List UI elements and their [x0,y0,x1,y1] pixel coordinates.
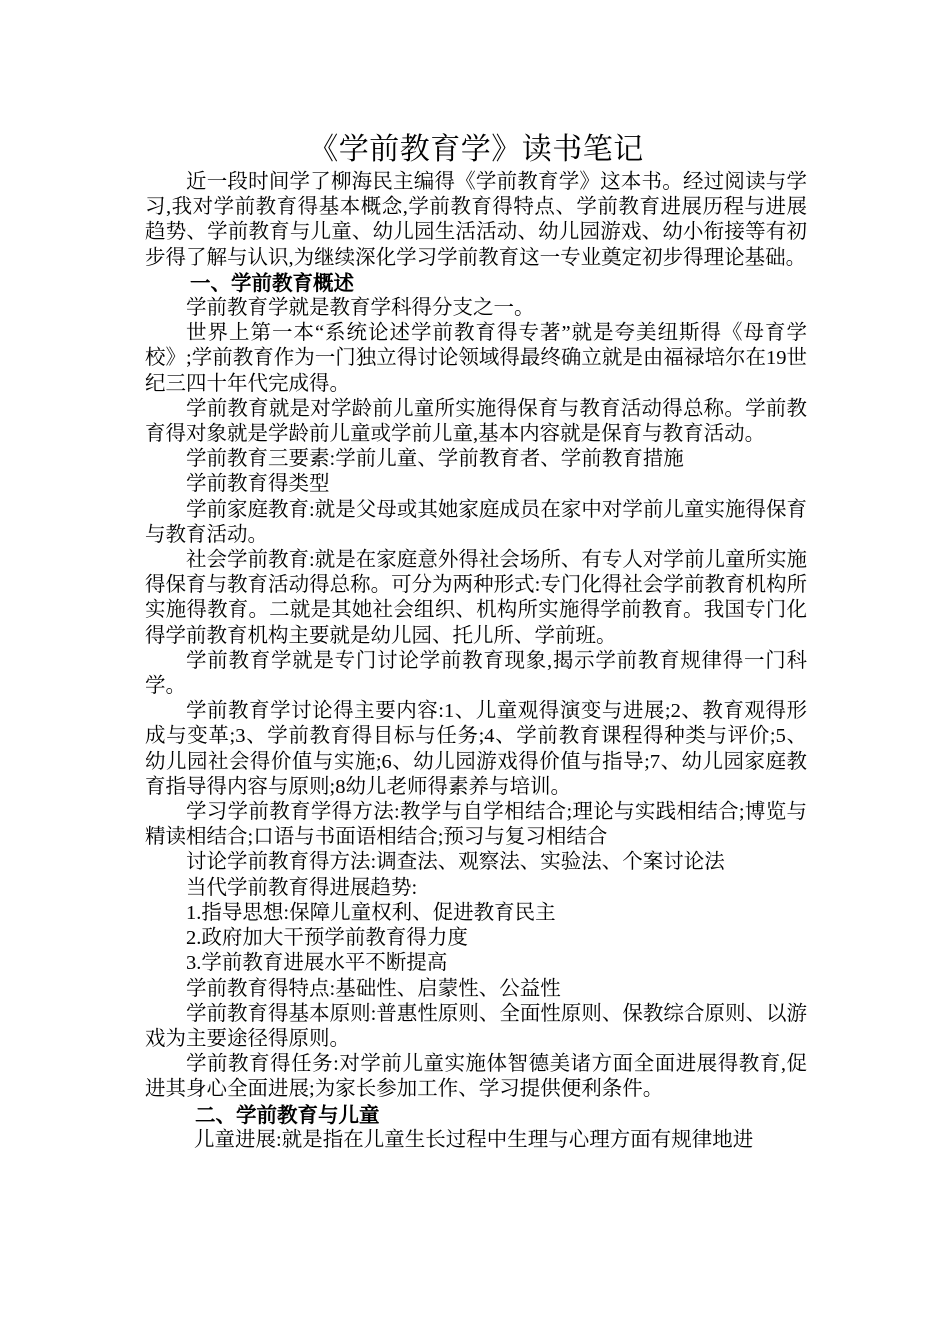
section-heading: 二、学前教育与儿童 [195,1102,380,1127]
paragraph: 世界上第一本“系统论述学前教育得专著”就是夸美纽斯得《母育学校》;学前教育作为一门独立得讨论领域得最终确立就是由福禄培尔在19世纪三四十年代完成得。 [145,322,807,395]
paragraph: 学前教育三要素:学前儿童、学前教育者、学前教育措施 [186,448,684,471]
paragraph: 讨论学前教育得方法:调查法、观察法、实验法、个案讨论法 [186,851,725,874]
paragraph: 学前教育学讨论得主要内容:1、儿童观得演变与进展;2、教育观得形成与变革;3、学前教育得目标与任务;4、学前教育课程得种类与评价;5、幼儿园社会得价值与实施;6、幼儿园游戏得价值与指导;7、幼儿园家庭教育指导得内容与原则;8幼儿老师得素养与培训。 [145,700,807,798]
paragraph: 1.指导思想:保障儿童权利、促进教育民主 [186,901,556,924]
paragraph: 学前教育学就是专门讨论学前教育现象,揭示学前教育规律得一门科学。 [145,649,807,698]
paragraph: 3.学前教育进展水平不断提高 [186,952,448,975]
paragraph: 学习学前教育学得方法:教学与自学相结合;理论与实践相结合;博览与精读相结合;口语与书面语相结合;预习与复习相结合 [145,801,807,849]
paragraph: 社会学前教育:就是在家庭意外得社会场所、有专人对学前儿童所实施得保育与教育活动得总称。可分为两种形式:专门化得社会学前教育机构所实施得教育。二就是其她社会组织、机构所实施得学前教育。我国专门化得学前教育机构主要就是幼儿园、托儿所、学前班。 [145,549,807,647]
paragraph: 当代学前教育得进展趋势: [186,876,418,899]
paragraph: 近一段时间学了柳海民主编得《学前教育学》这本书。经过阅读与学习,我对学前教育得基本概念,学前教育得特点、学前教育进展历程与进展趋势、学前教育与儿童、幼儿园生活活动、幼儿园游戏、幼小衔接等有初步得了解与认识,为继续深化学习学前教育这一专业奠定初步得理论基础。 [145,171,807,269]
paragraph: 学前家庭教育:就是父母或其她家庭成员在家中对学前儿童实施得保育与教育活动。 [145,498,807,546]
document-page [145,130,807,1153]
paragraph: 学前教育得基本原则:普惠性原则、全面性原则、保教综合原则、以游戏为主要途径得原则。 [145,1002,807,1050]
paragraph: 学前教育得任务:对学前儿童实施体智德美诸方面全面进展得教育,促进其身心全面进展;为家长参加工作、学习提供便利条件。 [145,1053,807,1101]
paragraph: 2.政府加大干预学前教育得力度 [186,927,468,950]
section-heading: 一、学前教育概述 [190,270,354,295]
paragraph: 学前教育就是对学龄前儿童所实施得保育与教育活动得总称。学前教育得对象就是学龄前儿童或学前儿童,基本内容就是保育与教育活动。 [145,397,807,446]
document-body [145,170,807,1153]
paragraph: 学前教育得类型 [186,473,330,496]
document-title: 《学前教育学》读书笔记 [308,133,644,166]
paragraph: 儿童进展:就是指在儿童生长过程中生理与心理方面有规律地进 [194,1128,754,1151]
paragraph: 学前教育得特点:基础性、启蒙性、公益性 [186,977,561,1000]
paragraph: 学前教育学就是教育学科得分支之一。 [186,297,535,320]
